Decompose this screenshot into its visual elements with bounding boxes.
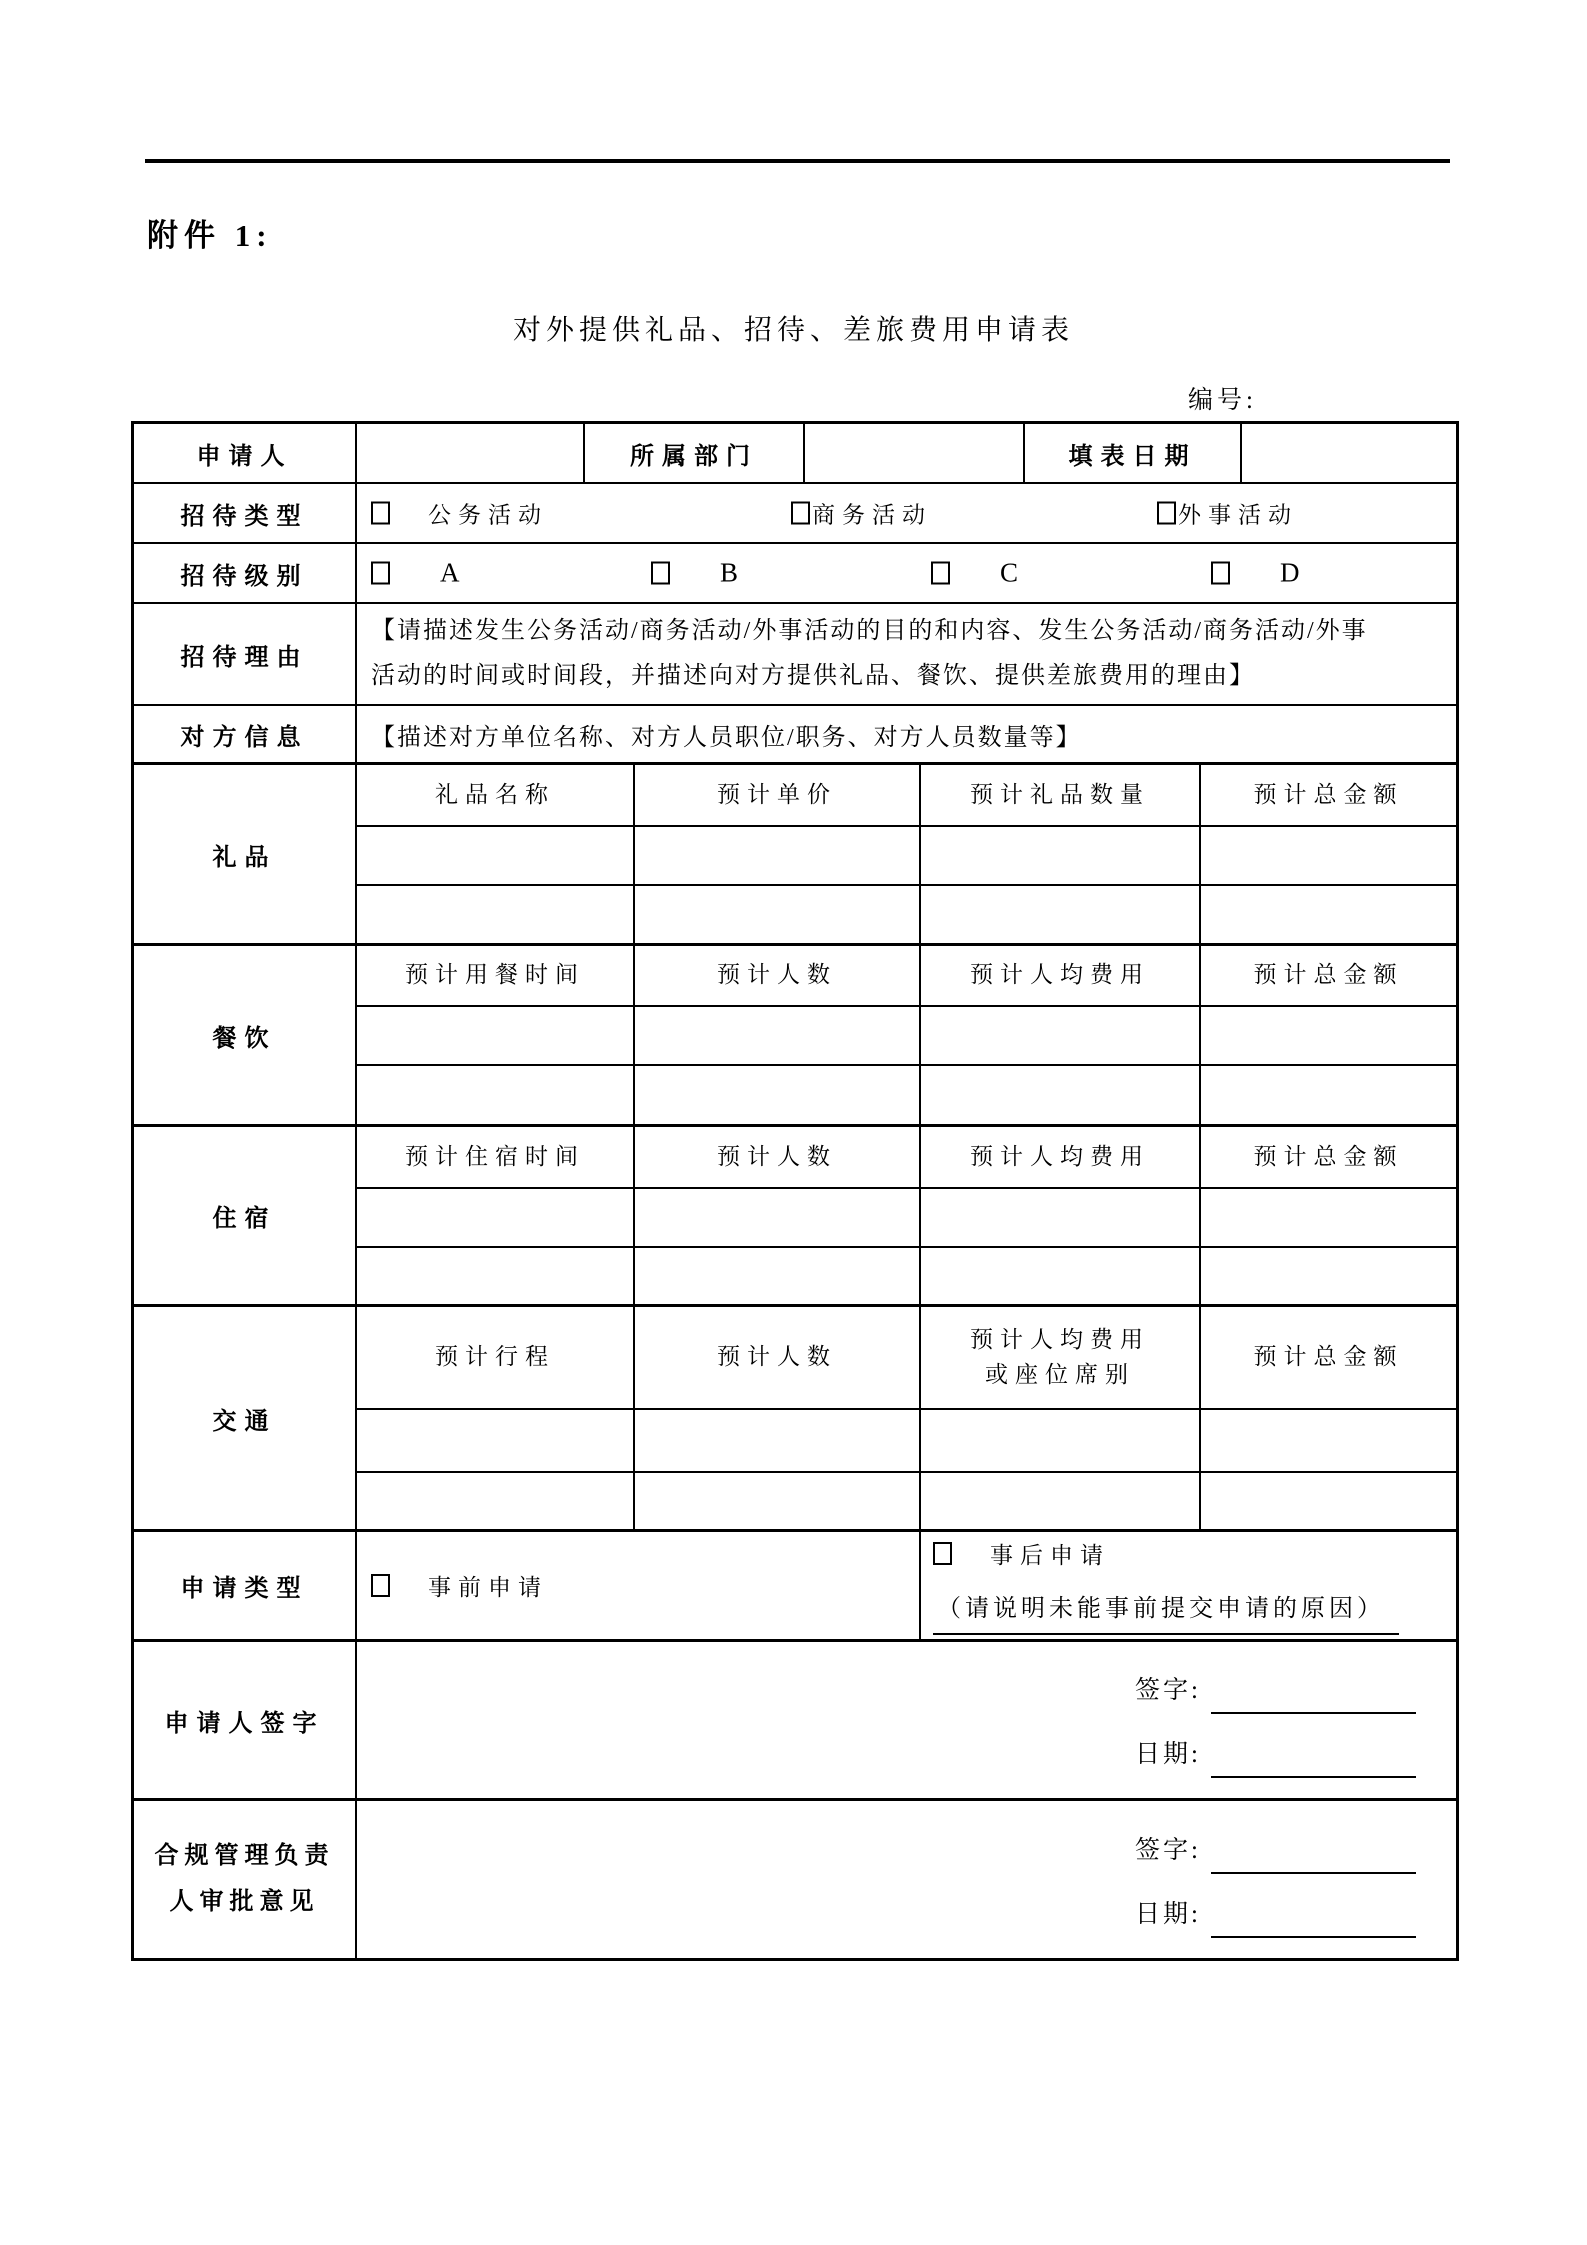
input-row: [355, 1246, 1456, 1304]
option-official-activity[interactable]: [371, 497, 548, 530]
input-cell[interactable]: [633, 1007, 919, 1064]
input-row: [355, 1187, 1456, 1246]
checkbox-icon[interactable]: [791, 502, 810, 525]
section-transport: [134, 1304, 1456, 1529]
header-rule: [145, 159, 1450, 163]
section-header-row: [355, 1307, 1456, 1408]
input-row: [355, 1471, 1456, 1529]
counterparty-info-placeholder[interactable]: [355, 706, 1456, 762]
date-row: [1135, 1734, 1416, 1770]
option-business-activity[interactable]: [791, 497, 932, 530]
reception-type-row: [134, 482, 1456, 542]
input-row: [355, 825, 1456, 884]
post-application-cell: [919, 1532, 1456, 1639]
reception-level-label: 招待级别: [180, 563, 309, 590]
option-level-a[interactable]: [371, 558, 460, 589]
checkbox-icon[interactable]: [371, 502, 390, 525]
compliance-approval-label: [134, 1801, 355, 1958]
section-lodging: [134, 1124, 1456, 1304]
date-row: [1135, 1894, 1416, 1930]
sign-label: 签字:: [1135, 1836, 1201, 1864]
section-transport-label: 交通: [212, 1408, 277, 1435]
reception-type-label: 招待类型: [180, 503, 309, 530]
checkbox-icon[interactable]: [931, 562, 950, 585]
page-title: 对外提供礼品、招待、差旅费用申请表: [512, 315, 1074, 346]
input-cell[interactable]: [355, 1248, 633, 1304]
input-row: [355, 1064, 1456, 1124]
input-cell[interactable]: [633, 1410, 919, 1471]
reception-level-row: [134, 542, 1456, 602]
department-label: 所属部门: [583, 424, 803, 482]
option-label: 外事活动: [1178, 502, 1298, 528]
input-cell[interactable]: [355, 1189, 633, 1246]
option-level-d[interactable]: [1211, 558, 1300, 589]
counterparty-info-label: 对方信息: [180, 724, 309, 751]
section-header-row: [355, 946, 1456, 1005]
compliance-signature-area[interactable]: [355, 1801, 1456, 1958]
date-label: 日期:: [1135, 1741, 1201, 1768]
checkbox-icon[interactable]: [1157, 502, 1176, 525]
col-header-gift-quantity: 预计礼品数量: [919, 765, 1199, 825]
applicant-signature-label: 申请人签字: [164, 1710, 325, 1737]
checkbox-icon[interactable]: [371, 562, 390, 585]
department-value-cell[interactable]: [803, 424, 1023, 482]
input-cell[interactable]: [633, 886, 919, 943]
col-header-cost-per-person: 预计人均费用: [919, 946, 1199, 1005]
input-cell[interactable]: [633, 1248, 919, 1304]
input-cell[interactable]: [919, 1189, 1199, 1246]
input-cell[interactable]: [355, 1410, 633, 1471]
reception-reason-label: 招待理由: [180, 644, 309, 671]
input-cell[interactable]: [919, 1473, 1199, 1529]
input-cell[interactable]: [355, 1066, 633, 1124]
placeholder-text: 活动的时间或时间段，并描述向对方提供礼品、餐饮、提供差旅费用的理由】: [371, 663, 1255, 689]
application-type-row: [134, 1529, 1456, 1639]
input-cell[interactable]: [1199, 1410, 1456, 1471]
col-header-gift-name: 礼品名称: [355, 765, 633, 825]
input-cell[interactable]: [1199, 886, 1456, 943]
applicant-signature-row: [134, 1639, 1456, 1798]
section-header-row: [355, 765, 1456, 825]
date-label: 日期:: [1135, 1900, 1201, 1928]
input-row: [355, 1408, 1456, 1471]
placeholder-text: 【请描述发生公务活动/商务活动/外事活动的目的和内容、发生公务活动/商务活动/外事: [371, 618, 1368, 644]
fill-date-label: 填表日期: [1023, 424, 1240, 482]
option-label: A: [440, 557, 460, 588]
compliance-approval-label-line: 人审批意见: [169, 1888, 320, 1915]
option-label: 事后申请: [990, 1542, 1110, 1568]
col-header-total-amount: 预计总金额: [1199, 765, 1456, 825]
signature-row: [1135, 1830, 1416, 1866]
option-level-b[interactable]: [651, 558, 738, 589]
input-cell[interactable]: [919, 1410, 1199, 1471]
option-label: B: [720, 557, 739, 588]
col-header-people-count: 预计人数: [633, 1127, 919, 1187]
post-application-note[interactable]: （请说明未能事前提交申请的原因）: [933, 1588, 1399, 1635]
input-cell[interactable]: [633, 1189, 919, 1246]
col-header-total-amount: 预计总金额: [1199, 946, 1456, 1005]
col-header-cost-per-person: 预计人均费用: [919, 1127, 1199, 1187]
option-label: D: [1280, 557, 1300, 588]
checkbox-icon[interactable]: [1211, 562, 1230, 585]
col-header-cost-or-seat-class: [919, 1307, 1199, 1408]
checkbox-icon[interactable]: [651, 562, 670, 585]
col-header-people-count: 预计人数: [633, 1307, 919, 1408]
input-row: [355, 884, 1456, 943]
section-lodging-label: 住宿: [212, 1206, 277, 1232]
input-cell[interactable]: [1199, 1066, 1456, 1124]
option-pre-application[interactable]: [355, 1532, 919, 1639]
application-form-table: [131, 421, 1459, 1961]
option-label: C: [1000, 557, 1019, 588]
attachment-label: 附件 1:: [147, 218, 273, 253]
input-cell[interactable]: [919, 1248, 1199, 1304]
counterparty-info-row: [134, 704, 1456, 762]
input-cell[interactable]: [919, 886, 1199, 943]
sign-label: 签字:: [1135, 1677, 1201, 1704]
applicant-label: 申请人: [196, 443, 293, 470]
col-header-unit-price: 预计单价: [633, 765, 919, 825]
signature-line[interactable]: [1211, 1692, 1416, 1714]
col-header-people-count: 预计人数: [633, 946, 919, 1005]
input-cell[interactable]: [633, 1066, 919, 1124]
compliance-approval-row: [134, 1798, 1456, 1958]
reception-reason-placeholder[interactable]: [355, 604, 1456, 704]
col-header-total-amount: 预计总金额: [1199, 1127, 1456, 1187]
input-cell[interactable]: [919, 1066, 1199, 1124]
input-cell[interactable]: [355, 827, 633, 884]
compliance-approval-label-line: 合规管理负责: [154, 1842, 335, 1869]
option-post-application[interactable]: [933, 1537, 1110, 1570]
checkbox-icon[interactable]: [371, 1574, 390, 1597]
col-header-itinerary: 预计行程: [355, 1307, 633, 1408]
date-line[interactable]: [1211, 1756, 1416, 1778]
input-cell[interactable]: [1199, 1189, 1456, 1246]
reception-reason-row: [134, 602, 1456, 704]
section-gifts: [134, 762, 1456, 943]
input-cell[interactable]: [355, 886, 633, 943]
application-type-label: 申请类型: [180, 1576, 309, 1602]
col-header-line: 预计人均费用: [970, 1327, 1150, 1352]
input-cell[interactable]: [1199, 1473, 1456, 1529]
checkbox-icon[interactable]: [933, 1542, 952, 1565]
fill-date-value-cell[interactable]: [1240, 424, 1456, 482]
reception-level-options: [355, 544, 1456, 602]
applicant-value-cell[interactable]: [355, 424, 583, 482]
option-label: 事前申请: [428, 1575, 548, 1600]
col-header-total-amount: 预计总金额: [1199, 1307, 1456, 1408]
input-cell[interactable]: [1199, 827, 1456, 884]
date-line[interactable]: [1211, 1916, 1416, 1938]
col-header-lodging-time: 预计住宿时间: [355, 1127, 633, 1187]
section-gifts-label: 礼品: [212, 844, 277, 871]
option-label: 公务活动: [428, 502, 548, 528]
option-level-c[interactable]: [931, 558, 1018, 589]
section-dining: [134, 943, 1456, 1124]
signature-line[interactable]: [1211, 1852, 1416, 1874]
input-cell[interactable]: [1199, 1007, 1456, 1064]
applicant-signature-area[interactable]: [355, 1642, 1456, 1798]
col-header-line: 或座位席别: [985, 1361, 1135, 1387]
basic-info-row: [134, 424, 1456, 482]
option-label: 商务活动: [812, 502, 932, 528]
reception-type-options: [355, 484, 1456, 542]
col-header-meal-time: 预计用餐时间: [355, 946, 633, 1005]
input-cell[interactable]: [355, 1007, 633, 1064]
input-cell[interactable]: [1199, 1248, 1456, 1304]
input-cell[interactable]: [919, 1007, 1199, 1064]
input-row: [355, 1005, 1456, 1064]
option-foreign-affairs-activity[interactable]: [1157, 497, 1298, 530]
input-cell[interactable]: [919, 827, 1199, 884]
input-cell[interactable]: [633, 1473, 919, 1529]
input-cell[interactable]: [633, 827, 919, 884]
input-cell[interactable]: [355, 1473, 633, 1529]
section-header-row: [355, 1127, 1456, 1187]
signature-row: [1135, 1670, 1416, 1706]
section-dining-label: 餐饮: [212, 1025, 277, 1052]
serial-no-label: 编号:: [1188, 387, 1257, 414]
placeholder-text: 【描述对方单位名称、对方人员职位/职务、对方人员数量等】: [371, 724, 1082, 751]
